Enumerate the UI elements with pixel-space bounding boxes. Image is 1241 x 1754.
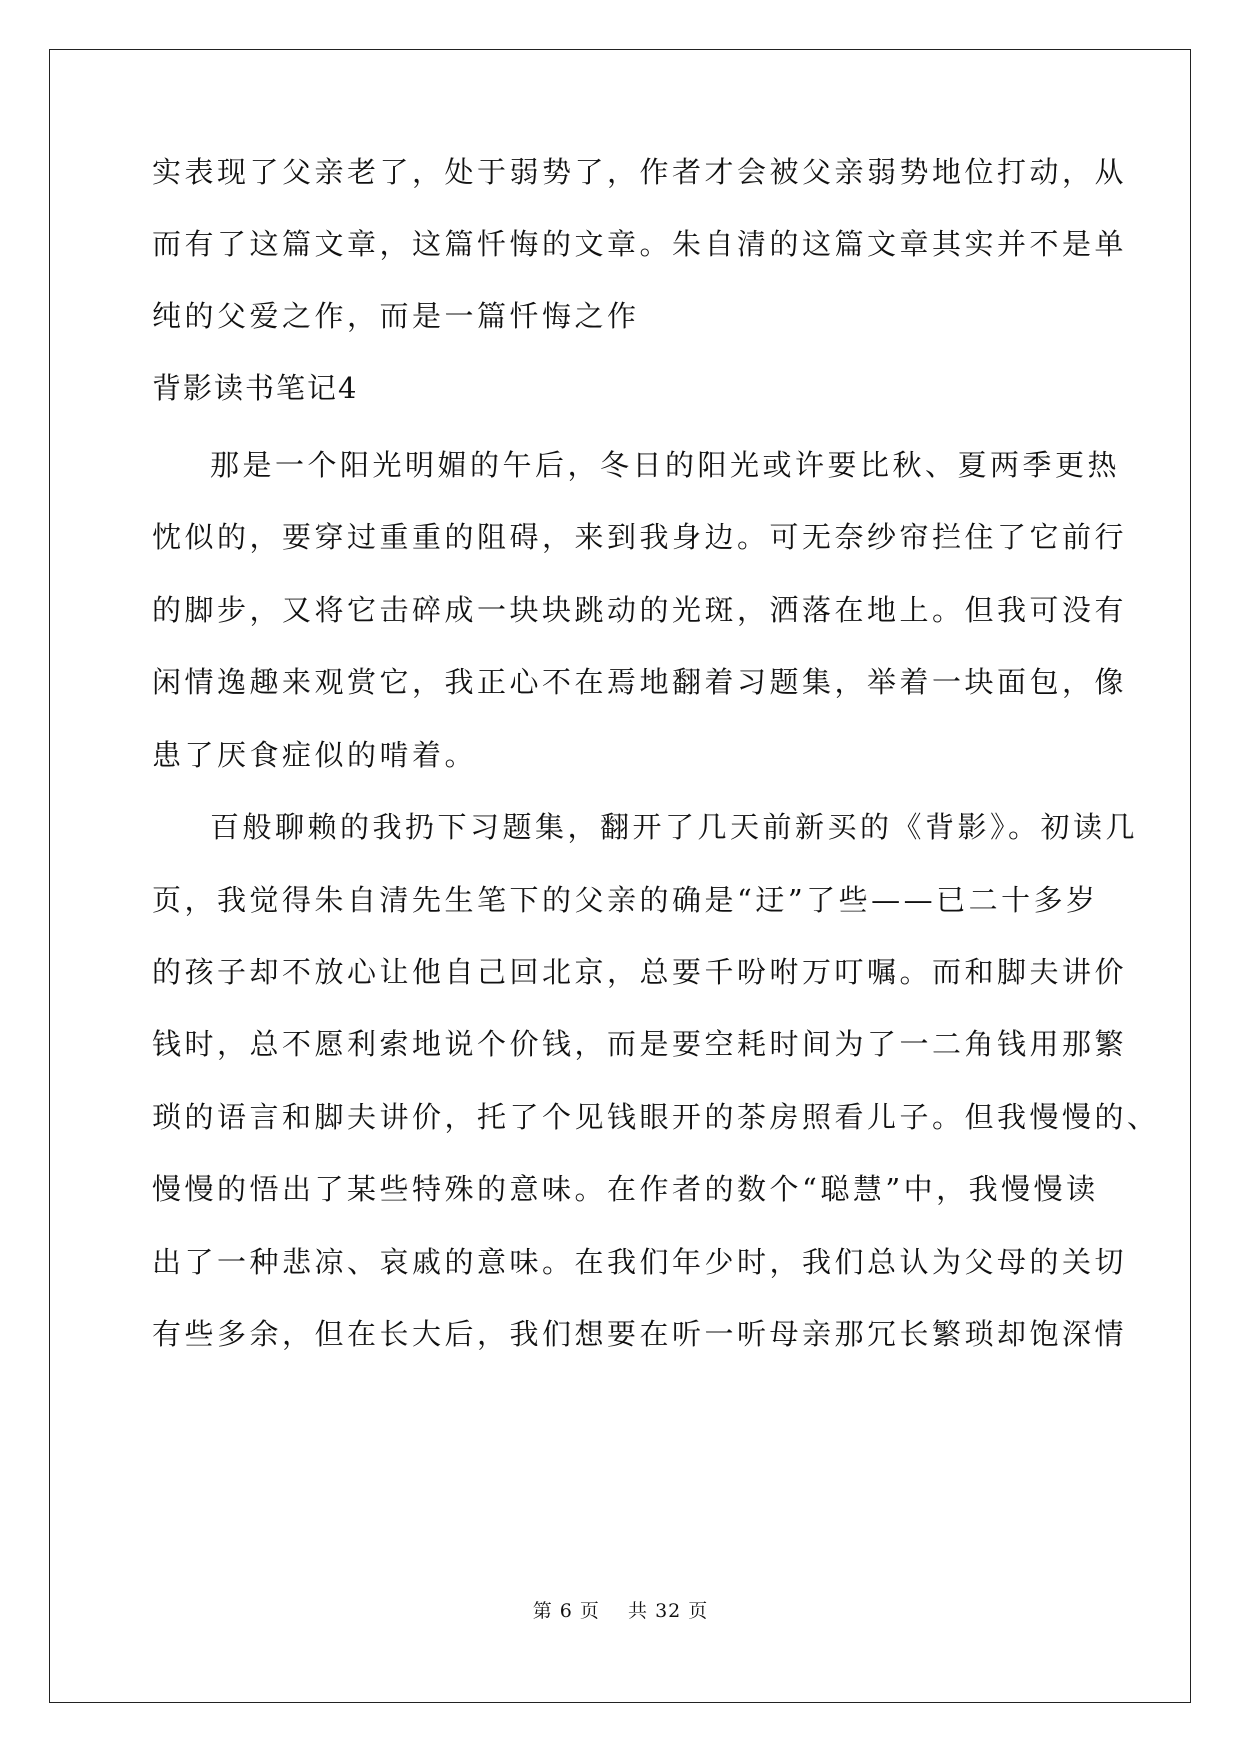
paragraph-line: 百般聊赖的我扔下习题集，翻开了几天前新买的《背影》。初读几 bbox=[210, 810, 1139, 844]
paragraph-line: 忱似的，要穿过重重的阻碍，来到我身边。可无奈纱帘拦住了它前行 bbox=[152, 520, 1128, 554]
paragraph-line: 页，我觉得朱自清先生笔下的父亲的确是“迂”了些——已二十多岁 bbox=[152, 883, 1099, 917]
paragraph-line: 患了厌食症似的啃着。 bbox=[152, 738, 478, 772]
paragraph-line: 出了一种悲凉、哀戚的意味。在我们年少时，我们总认为父母的关切 bbox=[152, 1245, 1128, 1279]
paragraph-line: 有些多余，但在长大后，我们想要在听一听母亲那冗长繁琐却饱深情 bbox=[152, 1317, 1128, 1351]
paragraph-line: 闲情逸趣来观赏它，我正心不在焉地翻着习题集，举着一块面包，像 bbox=[152, 665, 1128, 699]
section-heading: 背影读书笔记4 bbox=[152, 371, 359, 405]
paragraph-line: 慢慢的悟出了某些特殊的意味。在作者的数个“聪慧”中，我慢慢读 bbox=[152, 1172, 1099, 1206]
paragraph-line: 的脚步，又将它击碎成一块块跳动的光斑，洒落在地上。但我可没有 bbox=[152, 593, 1128, 627]
paragraph-line: 钱时，总不愿利索地说个价钱，而是要空耗时间为了一二角钱用那繁 bbox=[152, 1027, 1128, 1061]
paragraph-line: 的孩子却不放心让他自己回北京，总要千吩咐万叮嘱。而和脚夫讲价 bbox=[152, 955, 1128, 989]
paragraph-line: 那是一个阳光明媚的午后，冬日的阳光或许要比秋、夏两季更热 bbox=[210, 448, 1121, 482]
paragraph-line: 实表现了父亲老了，处于弱势了，作者才会被父亲弱势地位打动，从 bbox=[152, 155, 1128, 189]
paragraph-line: 纯的父爱之作，而是一篇忏悔之作 bbox=[152, 299, 640, 333]
page-number: 第 6 页 共 32 页 bbox=[532, 1600, 709, 1622]
paragraph-line: 琐的语言和脚夫讲价，托了个见钱眼开的茶房照看儿子。但我慢慢的、 bbox=[152, 1100, 1160, 1134]
paragraph-line: 而有了这篇文章，这篇忏悔的文章。朱自清的这篇文章其实并不是单 bbox=[152, 227, 1128, 261]
